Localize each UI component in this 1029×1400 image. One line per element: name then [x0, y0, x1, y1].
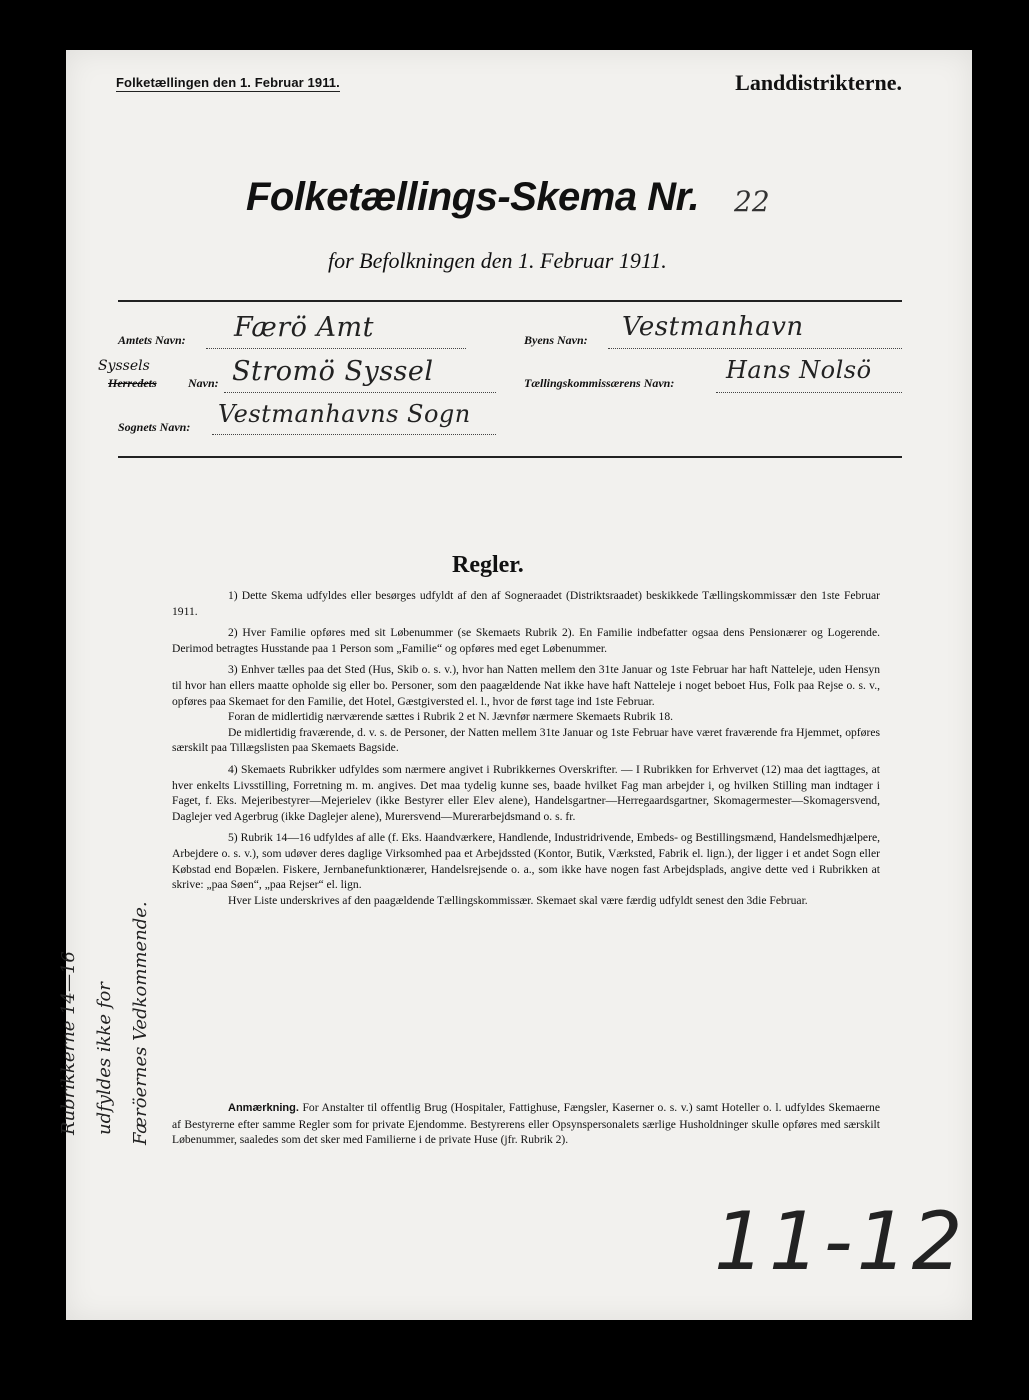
note-lead: Anmærkning. — [228, 1102, 299, 1114]
rule-paragraph: De midlertidig fraværende, d. v. s. de Personer, der Natten mellem 31te Januar og 1ste Februar have været fraværende fra Hjemmet, opføres særskilt paa Tillægslisten paa Skemaets Bagside. — [172, 725, 880, 755]
by-value: Vestmanhavn — [622, 312, 804, 342]
annotation-note — [172, 1100, 880, 1148]
herred-label: Navn: — [188, 376, 219, 390]
amt-value: Færö Amt — [234, 312, 374, 343]
sogn-label: Sognets Navn: — [118, 420, 191, 434]
handwritten-side-note-line3: Færöernes Vedkommende. — [130, 901, 151, 1145]
by-label: Byens Navn: — [524, 333, 588, 347]
rule-paragraph: 5) Rubrik 14—16 udfyldes af alle (f. Eks. Haandværkere, Handlende, Industridrivende, Embeds- og Bestillingsmænd, Handelsmedhjælpere, Arbejdere o. s. v.), som udøver deres daglige Virksomhed paa et Arbejdssted (Kontor, Butik, Værksted, Fabrik el. lign.), der ligger i et andet Sogn eller Købstad end Bopælen. Fiskere, Jernbanefunktionærer, Handelsrejsende o. a., som ikke have nogen fast Arbejdsplads, angive dette ved i Rubrikken at skrive: „paa Søen“, „paa Rejser“ el. lign. — [172, 831, 880, 892]
sogn-value: Vestmanhavns Sogn — [218, 400, 471, 428]
rules-title: Regler. — [452, 552, 524, 578]
kommissaer-value: Hans Nolsö — [726, 356, 872, 384]
rule-paragraph: Hver Liste underskrives af den paagældende Tællingskommissær. Skemaet skal være færdig udfyldt senest den 3die Februar. — [228, 893, 808, 907]
rules-text — [172, 588, 880, 914]
handwritten-side-note-line2: udfyldes ikke for — [94, 982, 115, 1135]
header-district-type: Landdistrikterne. — [735, 70, 902, 95]
rule-paragraph: 1) Dette Skema udfyldes eller besørges udfyldt af den af Sogneraadet (Distriktsraadet) beskikkede Tællingskommissær den 1ste Februar 1911. — [172, 589, 880, 618]
herred-value: Stromö Syssel — [232, 356, 434, 387]
census-form-page — [58, 50, 972, 1320]
handwritten-side-note-line1: Rubrikkerne 14—16 — [58, 951, 79, 1135]
form-title: Folketællings-Skema Nr. — [246, 175, 700, 219]
rule-paragraph: 4) Skemaets Rubrikker udfyldes som nærmere angivet i Rubrikkernes Overskrifter. — I Rubrikken for Erhvervet (12) maa det iagttages, at hver enkelts Livsstilling, Forretning m. m. angives. Det maa tydelig kunne ses, baade hvilket Fag man arbejder i, og hvilken Stilling man indtager i Faget, f. Eks. Mejeribestyrer—Mejerielev (ikke Bestyrer eller Elev alene), Handelsgartner—Herregaardsgartner, Skomagermester—Skomagersvend, Daglejer ved Agerbrug (ikke Daglejer alene), Murersvend—Murerarbejdsmand o. s. fr. — [172, 762, 880, 823]
header-census-date: Folketællingen den 1. Februar 1911. — [116, 75, 340, 90]
rule-paragraph: 2) Hver Familie opføres med sit Løbenummer (se Skemaets Rubrik 2). En Familie indbefatter ogsaa dens Pensionærer og Logerende. Derimod betragtes Husstande paa 1 Person som „Familie“ og opføres med eget Løbenummer. — [172, 626, 880, 655]
syssel-insert: Syssels — [98, 358, 150, 374]
herred-struck-label: Herredets — [108, 376, 157, 390]
by-line — [608, 348, 902, 349]
form-number: 22 — [734, 185, 770, 218]
note-text: For Anstalter til offentlig Brug (Hospitaler, Fattighuse, Fængsler, Kaserner o. s. v.) samt Hoteller o. l. udfyldes Skemaerne af Bestyrerne efter samme Regler som for private Ejendomme. Bestyrerens eller Opsynspersonalets særlige Husholdninger skulle opføres med særskilt Løbenummer, saaledes som det sker med Familierne i de private Huse (jfr. Rubrik 2). — [172, 1101, 880, 1147]
amt-label: Amtets Navn: — [118, 333, 186, 347]
rule-paragraph: 3) Enhver tælles paa det Sted (Hus, Skib o. s. v.), hvor han Natten mellem den 31te Januar og 1ste Februar har haft Natteleje, uden Hensyn til hvor han ellers maatte opholde sig eller bo. Personer, som den paagældende Nat ikke have haft Natteleje i noget beboet Hus, Folk paa Rejse o. s. v., opføres paa Skemaet for den Familie, det Hotel, Gæstgiversted el. l., hvor de først tage ind 1ste Februar. — [172, 663, 880, 708]
sogn-line — [212, 434, 496, 435]
bottom-divider — [118, 456, 902, 458]
form-subtitle: for Befolkningen den 1. Februar 1911. — [328, 248, 667, 273]
kommissaer-line — [716, 392, 902, 393]
kommissaer-label: Tællingskommissærens Navn: — [524, 376, 675, 390]
herred-line — [224, 392, 496, 393]
rule-paragraph: Foran de midlertidig nærværende sættes i Rubrik 2 et N. Jævnfør nærmere Skemaets Rubrik 18. — [228, 710, 674, 724]
amt-line — [206, 348, 466, 349]
handwritten-page-range: 11-12 — [714, 1195, 967, 1288]
top-divider — [118, 300, 902, 302]
